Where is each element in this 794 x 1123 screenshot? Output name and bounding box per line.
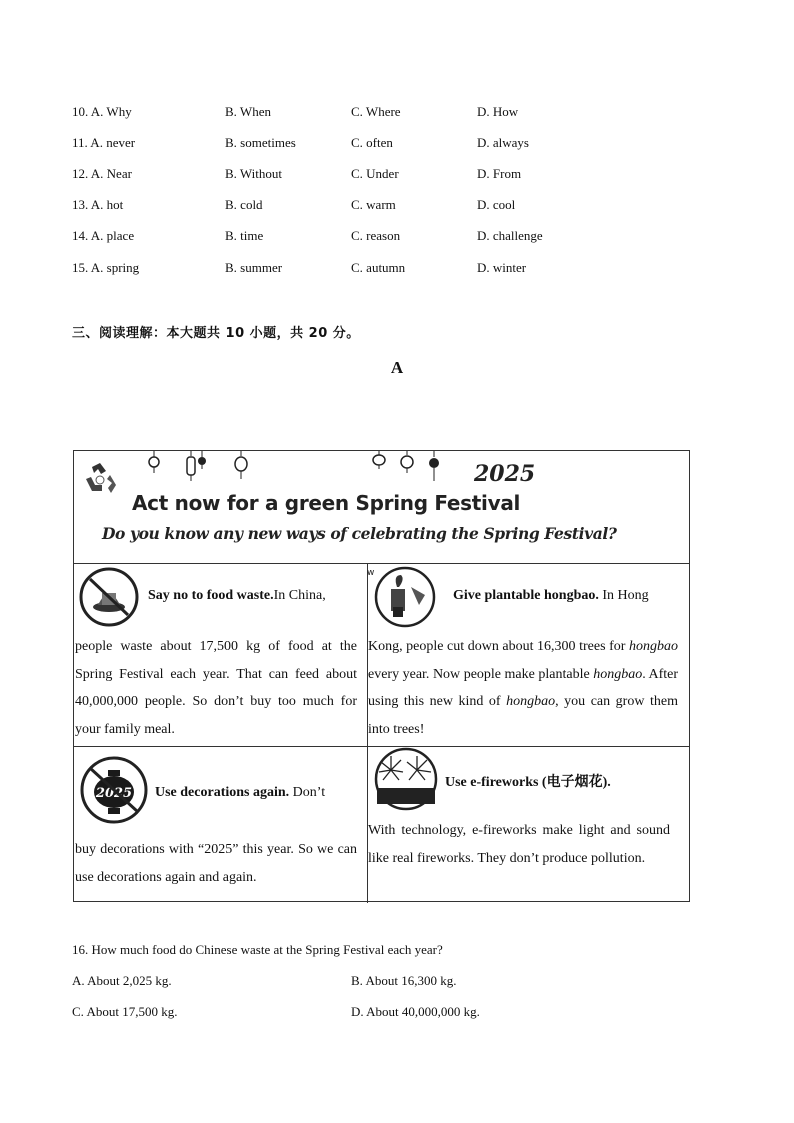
option-choice-a[interactable]: 10. A. Why: [72, 104, 132, 119]
answer-option-d[interactable]: D. About 40,000,000 kg.: [351, 1004, 480, 1019]
cell-efireworks-body: With technology, e-fireworks make light and sound like real fireworks. They don’t produce pollution.: [368, 823, 670, 866]
section-title: 三、阅读理解：本大题共 10 小题，共 20 分。: [72, 326, 360, 341]
option-choice-d[interactable]: D. always: [477, 135, 529, 150]
option-choice-c[interactable]: C. autumn: [351, 260, 406, 275]
option-choice-b[interactable]: B. Without: [225, 166, 283, 181]
cell-hongbao-body: Kong, people cut down about 16,300 trees for hongbao every year. Now people make plantable hongbao. After using this new kind of hongbao, you can grow them into trees!: [368, 639, 679, 737]
year-logo-text: 2025: [474, 461, 536, 487]
option-choice-c[interactable]: C. warm: [351, 197, 396, 212]
option-choice-c[interactable]: C. often: [351, 135, 393, 150]
year-logo: [472, 459, 542, 489]
option-choice-d[interactable]: D. challenge: [477, 228, 543, 243]
option-choice-b[interactable]: B. time: [225, 228, 264, 243]
option-choice-b[interactable]: B. summer: [225, 260, 283, 275]
plantable-hongbao-icon: [367, 565, 437, 629]
question-16: 16. How much food do Chinese waste at the Spring Festival each year?: [72, 942, 443, 957]
cell-hongbao-title: Give plantable hongbao. In Hong: [453, 588, 649, 603]
option-choice-a[interactable]: 11. A. never: [72, 135, 136, 150]
option-choice-d[interactable]: D. How: [477, 104, 519, 119]
answer-option-c[interactable]: C. About 17,500 kg.: [72, 1004, 178, 1019]
option-choice-b[interactable]: B. When: [225, 104, 271, 119]
option-choice-b[interactable]: B. cold: [225, 197, 263, 212]
passage-letter: A: [390, 358, 404, 377]
option-choice-c[interactable]: C. reason: [351, 228, 401, 243]
poster: [73, 450, 690, 902]
fireworks-icon: [371, 748, 441, 810]
no-food-waste-icon: [78, 567, 140, 627]
option-choice-d[interactable]: D. From: [477, 166, 522, 181]
answer-option-b[interactable]: B. About 16,300 kg.: [351, 973, 457, 988]
svg-text:w: w: [367, 568, 375, 578]
option-choice-d[interactable]: D. cool: [477, 197, 516, 212]
poster-subheadline: Do you know any new ways of celebrating the Spring Festival?: [102, 524, 617, 543]
reuse-decorations-icon: [78, 756, 150, 824]
lanterns-decoration-right: [369, 451, 449, 485]
poster-headline: Act now for a green Spring Festival: [132, 491, 521, 515]
cell-efireworks-title: Use e-fireworks (电子烟花).: [445, 775, 611, 790]
option-choice-a[interactable]: 15. A. spring: [72, 260, 140, 275]
cell-food-waste-body: people waste about 17,500 kg of food at the Spring Festival each year. That can feed about 40,000,000 people. So don’t buy too much for your family meal.: [75, 639, 357, 737]
cell-decorations-body: buy decorations with “2025” this year. So we can use decorations again and again.: [75, 842, 357, 885]
option-choice-c[interactable]: C. Where: [351, 104, 401, 119]
answer-option-a[interactable]: A. About 2,025 kg.: [72, 973, 172, 988]
lanterns-decoration-left: [144, 451, 254, 485]
option-choice-a[interactable]: 13. A. hot: [72, 197, 124, 212]
option-choice-a[interactable]: 14. A. place: [72, 228, 135, 243]
lantern-year-text: 2025: [95, 786, 133, 801]
cell-food-waste-title: Say no to food waste.In China,: [148, 588, 326, 603]
option-choice-a[interactable]: 12. A. Near: [72, 166, 132, 181]
cell-decorations-title: Use decorations again. Don’t: [155, 785, 326, 800]
option-choice-c[interactable]: C. Under: [351, 166, 399, 181]
option-choice-b[interactable]: B. sometimes: [225, 135, 296, 150]
recycle-icon: [80, 461, 120, 499]
option-choice-d[interactable]: D. winter: [477, 260, 527, 275]
